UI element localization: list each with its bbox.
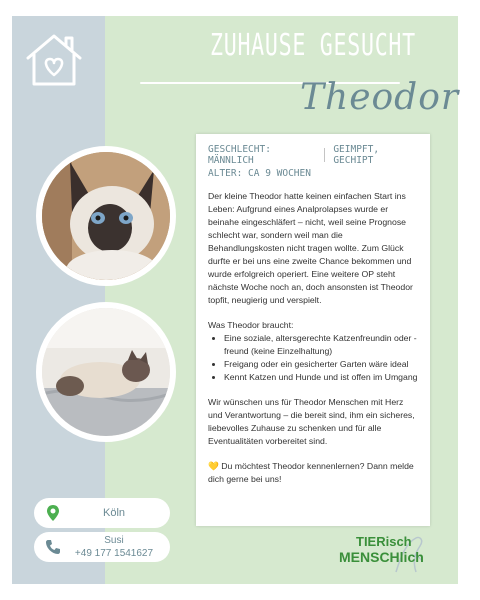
story-cta: 💛 Du möchtest Theodor kennenlernen? Dann melde dich gerne bei uns! (208, 461, 414, 484)
contact-pill (34, 532, 170, 562)
logo-line2: MENSCHlich (339, 549, 424, 565)
logo (336, 532, 430, 580)
list-item: • Eine soziale, altersgerechte Katzenfreundin oder -freund (keine Einzelhaltung) (224, 332, 418, 358)
fact-status: GEIMPFT, GECHIPT (333, 144, 380, 166)
info-card (196, 134, 430, 526)
facts-block (208, 146, 420, 182)
map-pin-icon (44, 504, 62, 522)
list-item: • Freigang oder ein gesicherter Garten wäre ideal (224, 358, 418, 371)
story-intro: Der kleine Theodor hatte keinen einfachen Start ins Leben: Aufgrund eines Analprolapses wurde er beinahe eingeschläfert – nicht, weil seine Prognose schlecht war, sondern weil man die Behandlungskosten nicht tragen wollte. Zum Glück durfte er bei uns eine zweite Chance bekommen und wurde erfolgreich operiert. Eine weitere OP steht nächste Woche noch an, doch ansonsten ist Theodor topfit, neugierig und verspielt. (208, 191, 413, 305)
fact-gender: GESCHLECHT: MÄNNLICH (208, 144, 271, 166)
location-city: Köln (102, 507, 126, 519)
phone-icon (44, 538, 62, 556)
photo-kitten-sleeping (36, 302, 176, 442)
needs-title: Was Theodor braucht: (208, 320, 294, 330)
story-wish: Wir wünschen uns für Theodor Menschen mit Herz und Verantwortung – die bereit sind, ihm ein sicheres, liebevolles Zuhause zu schenken und für alle Eventualitäten vorbereitet sind. (208, 397, 415, 446)
logo-line1: TIERisch (356, 534, 412, 549)
contact-name: Susi (104, 535, 124, 546)
pet-name: Theodor (300, 77, 460, 118)
headline: ZUHAUSE GESUCHT (210, 28, 416, 63)
fact-divider (324, 148, 325, 162)
location-pill (34, 498, 170, 528)
fact-age: ALTER: CA 9 WOCHEN (208, 167, 311, 179)
story-text (208, 190, 418, 498)
photo-kitten-portrait (36, 146, 176, 286)
needs-list (208, 332, 418, 384)
house-heart-icon (22, 30, 86, 90)
contact-phone: +49 177 1541627 (74, 548, 154, 559)
list-item: • Kennt Katzen und Hunde und ist offen im Umgang (224, 371, 418, 384)
